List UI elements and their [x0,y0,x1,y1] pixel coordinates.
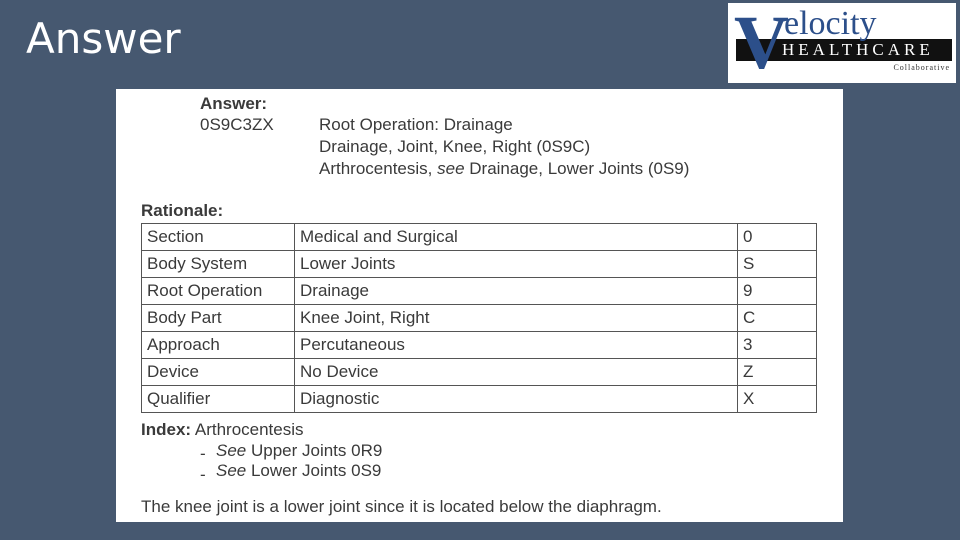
answer-line-3-see: see [437,159,465,178]
dash-icon: - [200,444,206,463]
table-row [142,386,817,413]
answer-code: 0S9C3ZX [200,115,274,134]
row-code: Z [738,359,817,386]
row-code: 3 [738,332,817,359]
index-entry-see: See [216,441,247,460]
index-entry-see: See [216,461,247,480]
table-row [142,251,817,278]
row-code: X [738,386,817,413]
row-value: Lower Joints [295,251,738,278]
row-name: Body Part [142,305,295,332]
table-row [142,305,817,332]
logo-elocity: elocity [784,5,877,42]
table-row [142,278,817,305]
index-entry-rest: Upper Joints 0R9 [246,441,383,460]
logo-collaborative: Collaborative [893,63,950,72]
answer-line-3-pre: Arthrocentesis, [319,159,438,178]
index-entry-1 [216,440,382,461]
row-name: Device [142,359,295,386]
answer-line-3 [319,158,689,179]
rationale-table [141,223,817,413]
row-value: Medical and Surgical [295,224,738,251]
row-name: Body System [142,251,295,278]
answer-line-2: Drainage, Joint, Knee, Right (0S9C) [319,137,591,156]
logo-v: V [734,1,789,85]
row-value: No Device [295,359,738,386]
table-row [142,224,817,251]
rationale-label: Rationale: [141,201,224,220]
answer-document [116,89,843,522]
row-code: 0 [738,224,817,251]
answer-line-1: Root Operation: Drainage [319,115,513,134]
row-code: C [738,305,817,332]
dash-icon: - [200,465,206,484]
row-value: Percutaneous [295,332,738,359]
row-code: 9 [738,278,817,305]
velocity-healthcare-logo [728,3,956,83]
table-row [142,332,817,359]
row-name: Qualifier [142,386,295,413]
answer-label: Answer: [200,94,268,113]
row-value: Diagnostic [295,386,738,413]
index-entry-2 [216,460,381,481]
row-value: Drainage [295,278,738,305]
index-entry-rest: Lower Joints 0S9 [246,461,382,480]
index-term: Arthrocentesis [194,420,304,439]
table-row [142,359,817,386]
logo-healthcare: HEALTHCARE [782,40,934,59]
answer-line-3-post: Drainage, Lower Joints (0S9) [464,159,690,178]
row-value: Knee Joint, Right [295,305,738,332]
index-label: Index: [141,420,192,439]
footer-note: The knee joint is a lower joint since it is located below the diaphragm. [141,497,662,516]
row-name: Section [142,224,295,251]
row-name: Approach [142,332,295,359]
slide-title: Answer [26,14,181,63]
row-code: S [738,251,817,278]
index-line [141,419,304,440]
row-name: Root Operation [142,278,295,305]
